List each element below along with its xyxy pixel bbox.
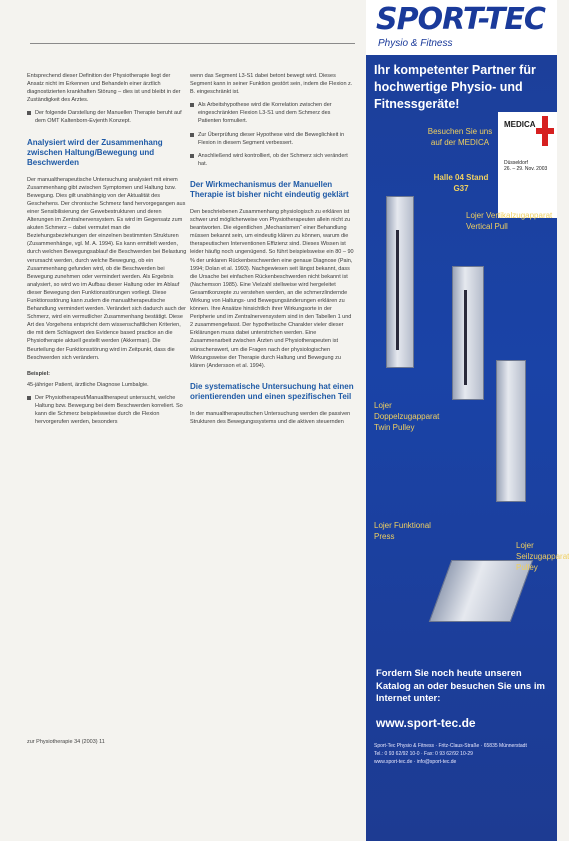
example-label: Beispiel: bbox=[27, 370, 50, 377]
advertisement bbox=[366, 0, 569, 841]
bullet-item: Zur Überprüfung dieser Hypothese wird die Beweglichkeit in Flexion in diesem Segment verbessert. bbox=[190, 131, 355, 147]
ad-call-to-action: Fordern Sie noch heute unseren Katalog an oder besuchen Sie uns im Internet unter: bbox=[376, 668, 545, 704]
product-label: Lojer Funktional Press bbox=[374, 521, 431, 541]
product-label: Lojer Seilzugapparat Pulley bbox=[516, 541, 569, 572]
left-column bbox=[27, 72, 187, 431]
medica-dates bbox=[504, 160, 547, 172]
sport-tec-logo: SPORT-TEC bbox=[376, 2, 545, 37]
right-column bbox=[190, 72, 355, 431]
logo-subtitle: Physio & Fitness bbox=[378, 38, 453, 49]
medica-dates-text: 26. – 29. Nov. 2003 bbox=[504, 166, 548, 172]
paragraph: 45-jähriger Patient, ärztliche Diagnose Lumbalgie. bbox=[27, 381, 149, 388]
contact-line: www.sport-tec.de · info@sport-tec.de bbox=[374, 759, 457, 765]
medica-cross-icon bbox=[536, 112, 554, 152]
twin-pulley-machine-image bbox=[452, 266, 484, 400]
product-label: Lojer Doppelzugapparat Twin Pulley bbox=[374, 401, 440, 432]
bullet-item: Anschließend wird kontrolliert, ob der Schmerz sich verändert hat. bbox=[190, 152, 355, 168]
bullet-item: Der folgende Darstellung der Manuellen Therapie beruht auf dem OMT Kaltenborn-Evjenth Konzept. bbox=[27, 109, 187, 125]
bullet-item: Als Arbeitshypothese wird die Korrelation zwischen der eingeschränkten Flexion L3-S1 und dem Schmerz des Patienten formuliert. bbox=[190, 101, 355, 125]
ad-website-link[interactable]: www.sport-tec.de bbox=[376, 716, 476, 730]
paragraph: Der manualtherapeutische Untersuchung analysiert mit einem Zusammenhang gibt zwischen Symptomen und Haltung bzw. Bewegung. Dies gilt unabhängig von der Aktualität des Geschehens. Der chronische Schmerz fand hervorgegangen aus einer Sensibilisierung der Gewebestrukturen und deren Alterungen im Zentralnervensystem. Es wird im Gegensatz zum akuten Schmerz – dabei vermutet man die Beziehungsbeziehungen der einzelnen bestimmten Strukturen (Zusammenhänge, vgl. M. A. 1994). Es kann ermittelt werden, durch welchen Bewegungsablauf die Beschwerden bei Belastung verursacht werden, durch welche Bewegung, ob ein Zusammenhang gefunden wird, ob die Beschwerden bei Bewegung zunehmen oder vermindert werden. Als Ergebnis analysiert, so wird wo im Aufbau dieser Haltung oder im Ablauf dieser Bewegung den Funktionsstörungen vorliegt. Diese Funktionsstörung kann zudem die manualtherapeutische Behandlung vermindert werden. Verändert sich dadurch auch der Schmerz, wird ein vermutlicher Zusammenhang bestätigt. Diese Art des Vorgehens entspricht dem wissenschaftlichen Kriterien, die mit dem Schlagwort des Evidence based practice an die Physiotherapie aktuell gestellt werden (Akkerman). Die Beurteilung der Funktionsstörung wird im Zeitpunkt, dass die Beschwerden sich verändern. bbox=[27, 176, 187, 361]
contact-line: Tel.: 0 93 62/92 10-0 · Fax: 0 93 62/92 10-29 bbox=[374, 751, 473, 757]
bullet-item: Der Physiotherapeut/Manualtherapeut untersucht, welche Haltung bzw. Bewegung bei dem Beschwerden korreliert. So kann die Schmerz beispielsweise durch die Flexion hervorgerufen werden, besonders bbox=[27, 394, 187, 426]
paragraph: Den beschriebenen Zusammenhang physiologisch zu erklären ist schwer und möglicherweise von Physiotherapeuten allein nicht zu beantworten. Die eigentlichen „Mechanismen“ einer Behandlung müssen bekannt sein, um eindeutig klären zu können, warum die therapeutischen Interventionen Effizienz sind. Dieses Wissen ist leider häufig noch ungenügend. So führt beispielsweise ein 80 – 90 % der unklaren Rückenbeschwerden eine genaue Diagnose (Pain, 1994; Dolan et al. 1993). Nachgewiesen seit längst bekannt, dass die Ursache bei einfachen Rückenbeschwerden nicht bekannt ist (Nachemson 1985). Eine Vielzahl stellweise wird hergeleitet Gesamtkonzepte zu verstehen werden, an die schmerzlindernde Wirkung von Haltungs- und Bewegungsänderungen erklären zu können. Ihre Ansätze hinsichtlich ihrer Wirkungsorte in der Peripherie und im Zentralnervensystem sind in den Tabellen 1 und 2 zusammengefasst. Der hypothetische Charakter vieler dieser Erklärungen muss dabei unterstrichen werden. Eine Zusammenarbeit zwischen Ärzten und Physiotherapeuten ist wünschenswert, um die Fragen nach der physiologischen Wirkungsweise der Therapie durch Haltung und Bewegung zu klären (Andersson et al. 1994). bbox=[190, 208, 354, 369]
section-heading: Der Wirkmechanismus der Manuellen Therapie ist bisher nicht eindeutig geklärt bbox=[190, 179, 349, 199]
machine-cable bbox=[464, 290, 467, 385]
ad-visit-text: Besuchen Sie uns auf der MEDICA bbox=[427, 127, 493, 147]
ad-hall-text: Halle 04 Stand G37 bbox=[433, 173, 489, 193]
top-rule bbox=[30, 43, 355, 44]
section-heading: Analysiert wird der Zusammenhang zwischen Haltung/Bewegung und Beschwerden bbox=[27, 137, 163, 167]
ad-logo-band bbox=[366, 0, 557, 55]
ad-contact-info bbox=[374, 742, 554, 766]
medica-city: Düsseldorf bbox=[504, 160, 528, 166]
ad-headline: Ihr kompetenter Partner für hochwertige Physio- und Fitnessgeräte! bbox=[374, 63, 536, 111]
paragraph: wenn das Segment L3-S1 dabei betont bewegt wird. Dieses Segment kann in seiner Funktion gestört sein, indem die Flexion z. B. eingeschränkt ist. bbox=[190, 73, 353, 96]
page-footer: zur Physiotherapie 34 (2003) 11 bbox=[27, 739, 105, 745]
medica-logo: MEDICA bbox=[504, 120, 536, 129]
section-heading: Die systematische Untersuchung hat einen orientierenden und einen spezifischen Teil bbox=[190, 381, 354, 401]
pulley-machine-image bbox=[496, 360, 526, 502]
machine-cable bbox=[396, 230, 399, 350]
vertical-pull-machine-image bbox=[386, 196, 414, 368]
product-label: Lojer Vertikalzugapparat Vertical Pull bbox=[466, 211, 553, 231]
paragraph: In der manualtherapeutischen Untersuchung werden die passiven Strukturen des Bewegungssystems und die aktiven steuernden bbox=[190, 410, 351, 425]
medica-logo-box bbox=[498, 112, 557, 218]
contact-line: Sport-Tec Physio & Fitness · Fritz-Claus-Straße · 65835 Münnerstadt bbox=[374, 743, 527, 749]
paragraph: Entsprechend dieser Definition der Physiotherapie liegt der Ansatz nicht im Erkennen und Behandeln einer ärztlich diagnostizierten krankhaften Störung – dies ist und bleibt in der Zuständigkeit des Arztes. bbox=[27, 73, 181, 104]
